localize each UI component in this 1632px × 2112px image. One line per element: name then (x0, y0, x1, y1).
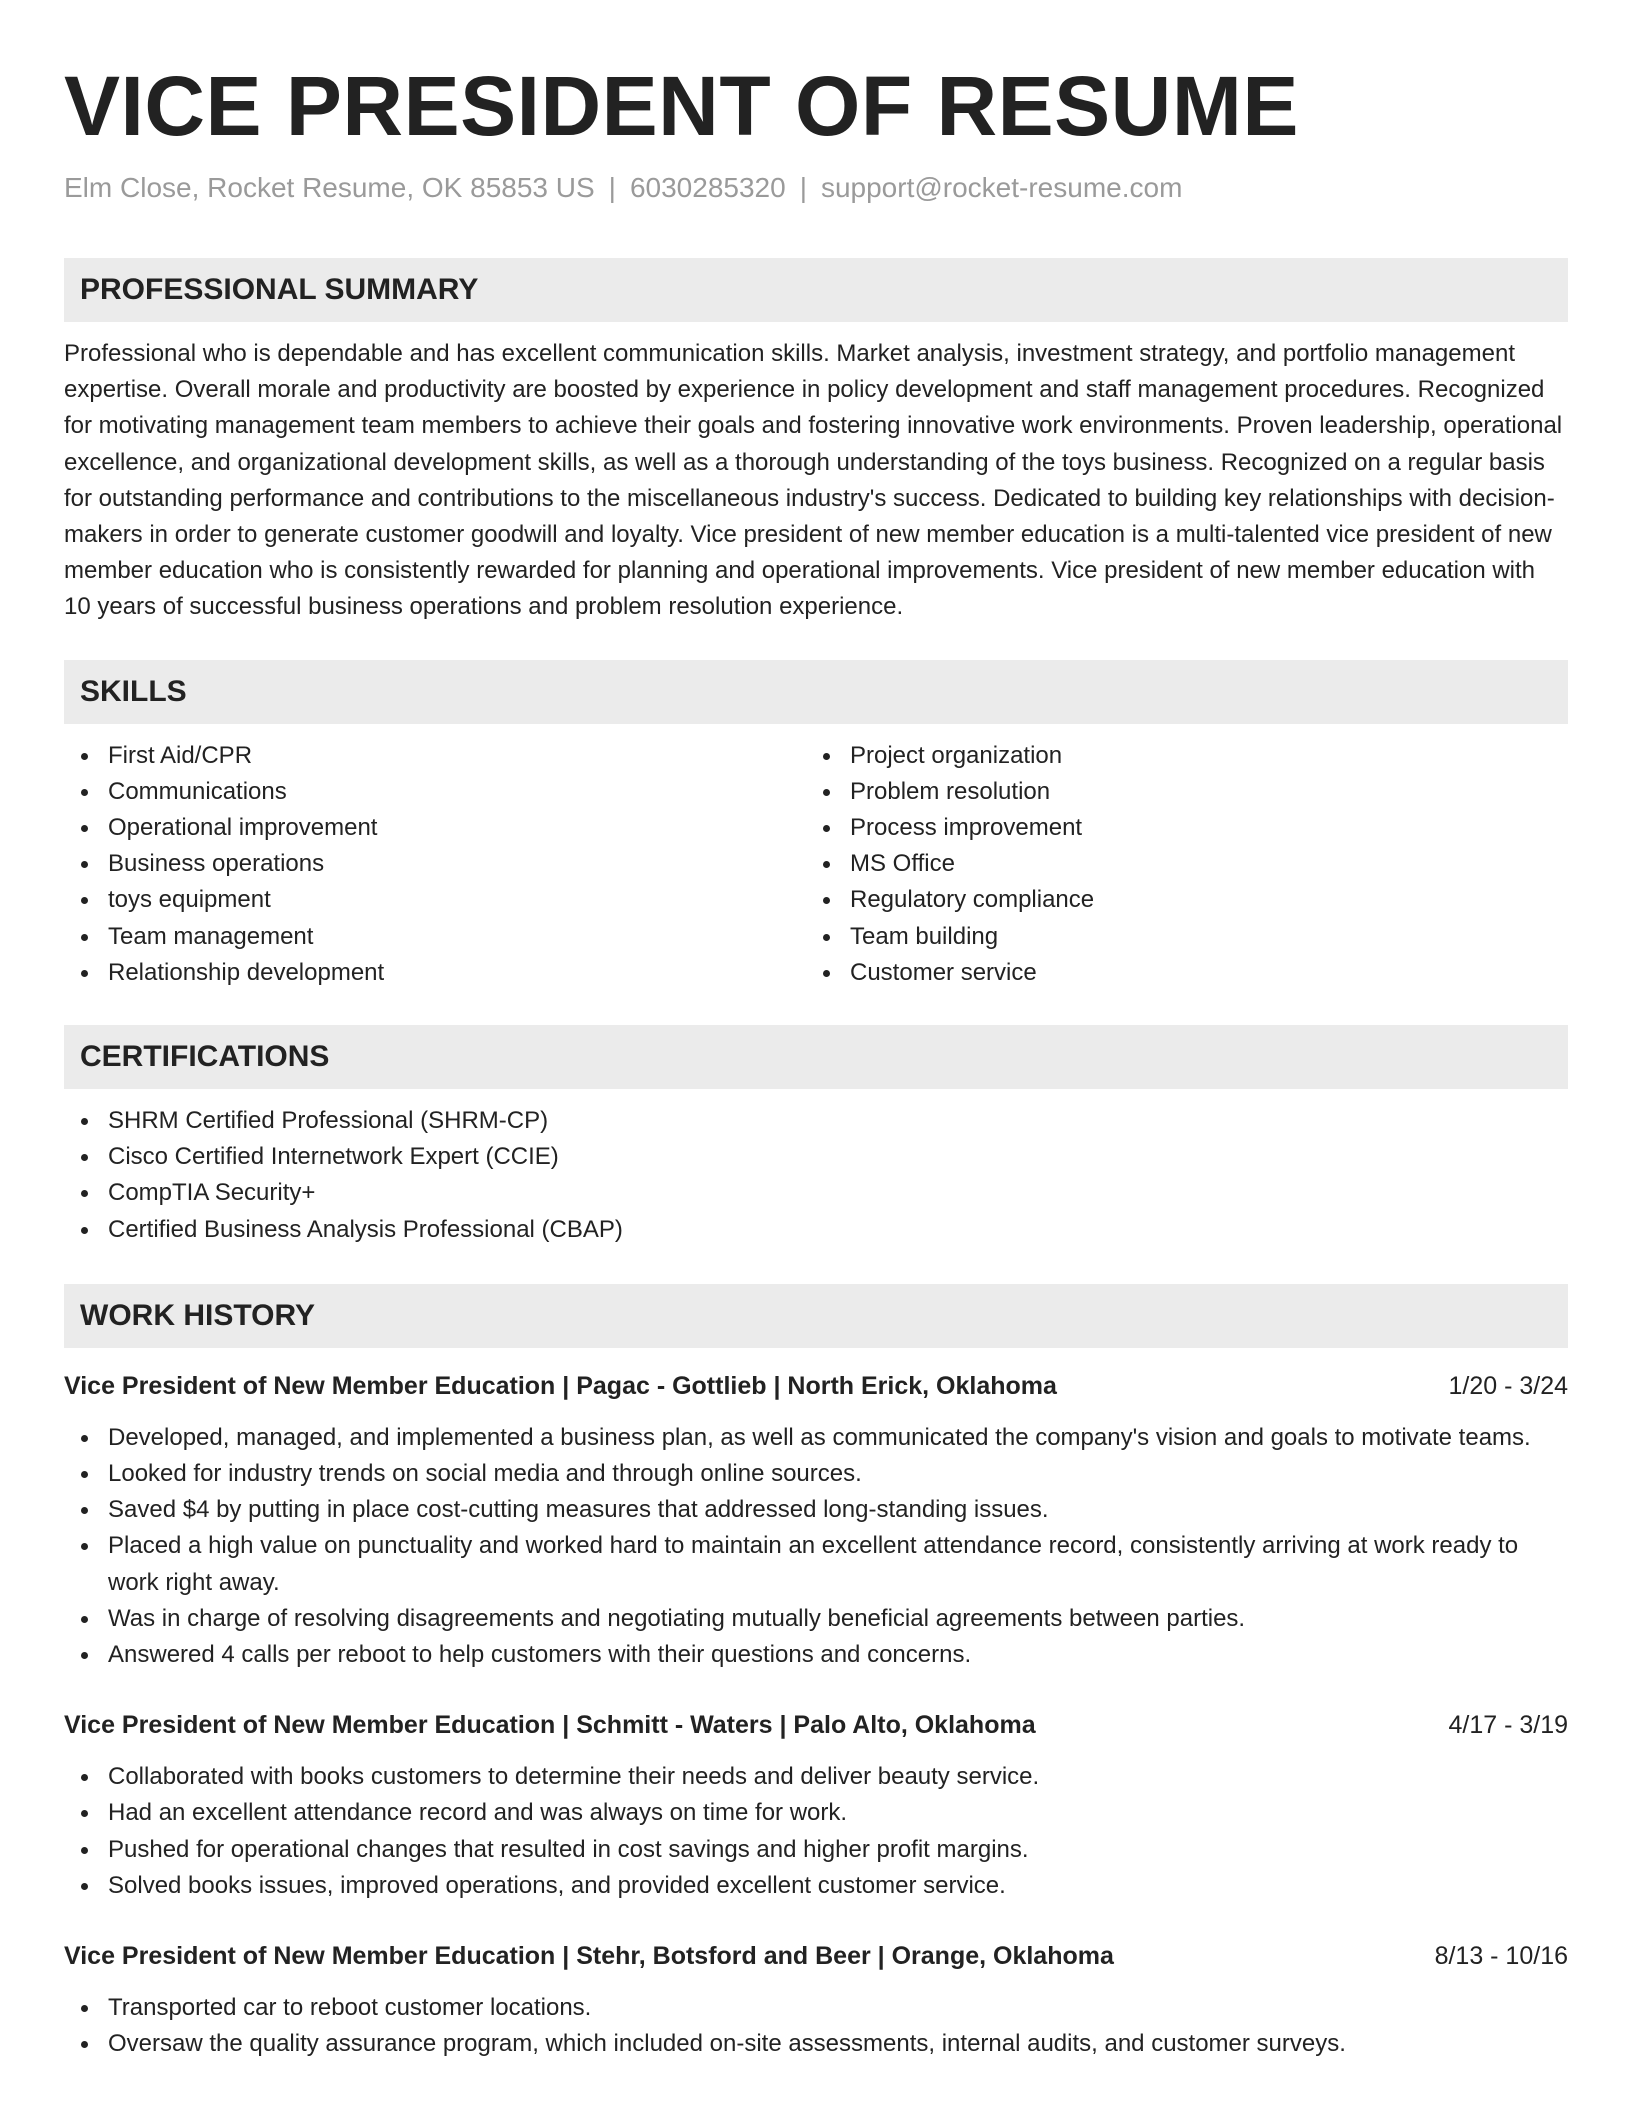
contact-email: support@rocket-resume.com (820, 172, 1183, 203)
job-dates: 1/20 - 3/24 (1448, 1371, 1568, 1400)
job-bullet: Looked for industry trends on social media and through online sources. (108, 1456, 1568, 1492)
contact-line (64, 170, 1568, 206)
certification-item: SHRM Certified Professional (SHRM-CP) (108, 1103, 1568, 1139)
job-header (64, 1707, 1568, 1743)
job-title: Vice President of New Member Education | Stehr, Botsford and Beer | Orange, Oklahoma (64, 1942, 1114, 1971)
skill-item: Customer service (850, 955, 1548, 991)
job-title: Vice President of New Member Education | Pagac - Gottlieb | North Erick, Oklahoma (64, 1371, 1057, 1400)
job-bullet: Transported car to reboot customer locations. (108, 1990, 1568, 2026)
certification-item: Certified Business Analysis Professional (CBAP) (108, 1212, 1568, 1248)
job-bullet: Pushed for operational changes that resulted in cost savings and higher profit margins. (108, 1832, 1568, 1868)
job-bullet: Collaborated with books customers to determine their needs and deliver beauty service. (108, 1759, 1568, 1795)
job-dates: 8/13 - 10/16 (1434, 1942, 1568, 1971)
job-bullet: Answered 4 calls per reboot to help customers with their questions and concerns. (108, 1637, 1568, 1673)
skill-item: First Aid/CPR (108, 738, 806, 774)
job-bullet: Was in charge of resolving disagreements and negotiating mutually beneficial agreements between parties. (108, 1601, 1568, 1637)
section-header-certifications: CERTIFICATIONS (64, 1025, 1568, 1089)
skill-item: Operational improvement (108, 810, 806, 846)
skill-item: Process improvement (850, 810, 1548, 846)
job-dates: 4/17 - 3/19 (1448, 1711, 1568, 1740)
skill-item: toys equipment (108, 882, 806, 918)
job-header (64, 1368, 1568, 1404)
job-bullet: Solved books issues, improved operations, and provided excellent customer service. (108, 1868, 1568, 1904)
section-header-skills: SKILLS (64, 660, 1568, 724)
skills-column-right (806, 738, 1548, 991)
job-bullet: Had an excellent attendance record and was always on time for work. (108, 1795, 1568, 1831)
job-bullets (64, 1990, 1568, 2062)
job-title: Vice President of New Member Education | Schmitt - Waters | Palo Alto, Oklahoma (64, 1711, 1036, 1740)
job-bullet: Saved $4 by putting in place cost-cutting measures that addressed long-standing issues. (108, 1492, 1568, 1528)
section-header-summary: PROFESSIONAL SUMMARY (64, 258, 1568, 322)
job-bullet: Placed a high value on punctuality and worked hard to maintain an excellent attendance record, consistently arriving at work ready to work right away. (108, 1528, 1568, 1600)
job-bullet: Developed, managed, and implemented a business plan, as well as communicated the company's vision and goals to motivate teams. (108, 1420, 1568, 1456)
skill-item: Business operations (108, 846, 806, 882)
job-bullets (64, 1420, 1568, 1673)
skill-item: Communications (108, 774, 806, 810)
contact-separator: | (799, 172, 807, 203)
contact-phone: 6030285320 (629, 172, 786, 203)
skill-item: Regulatory compliance (850, 882, 1548, 918)
skill-item: MS Office (850, 846, 1548, 882)
skills-list-left (64, 738, 806, 991)
certifications-list (64, 1103, 1568, 1248)
skills-column-left (64, 738, 806, 991)
job-entry (64, 1368, 1568, 1673)
contact-separator: | (608, 172, 616, 203)
job-bullets (64, 1759, 1568, 1904)
job-entry (64, 1707, 1568, 1904)
job-bullet: Oversaw the quality assurance program, which included on-site assessments, internal audits, and customer surveys. (108, 2026, 1568, 2062)
certification-item: Cisco Certified Internetwork Expert (CCIE) (108, 1139, 1568, 1175)
skill-item: Problem resolution (850, 774, 1548, 810)
job-entry (64, 1938, 1568, 2062)
job-header (64, 1938, 1568, 1974)
summary-text: Professional who is dependable and has excellent communication skills. Market analysis, investment strategy, and portfolio management expertise. Overall morale and productivity are boosted by experience in policy development and staff management procedures. Recognized for motivating management team members to achieve their goals and fostering innovative work environments. Proven leadership, operational excellence, and organizational development skills, as well as a thorough understanding of the toys business. Recognized on a regular basis for outstanding performance and contributions to the miscellaneous industry's success. Dedicated to building key relationships with decision-makers in order to generate customer goodwill and loyalty. Vice president of new member education is a multi-talented vice president of new member education who is consistently rewarded for planning and operational improvements. Vice president of new member education with 10 years of successful business operations and problem resolution experience. (64, 340, 1563, 621)
skill-item: Project organization (850, 738, 1548, 774)
skill-item: Relationship development (108, 955, 806, 991)
section-header-work-history: WORK HISTORY (64, 1284, 1568, 1348)
contact-address: Elm Close, Rocket Resume, OK 85853 US (64, 172, 595, 203)
certification-item: CompTIA Security+ (108, 1175, 1568, 1211)
skill-item: Team management (108, 919, 806, 955)
skill-item: Team building (850, 919, 1548, 955)
resume-name: VICE PRESIDENT OF RESUME (64, 59, 1299, 153)
skills-columns (64, 738, 1568, 991)
skills-list-right (806, 738, 1548, 991)
